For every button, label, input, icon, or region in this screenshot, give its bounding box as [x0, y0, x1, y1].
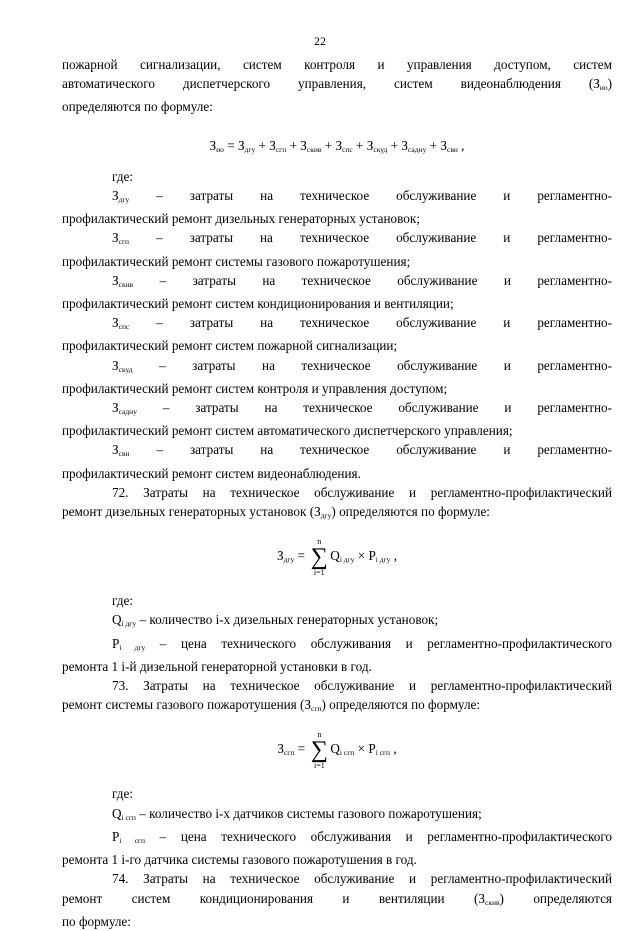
definition-line: $З_{свн}$ – затраты на техническое обслуживание и регламентно- — [112, 442, 613, 459]
item-73-where: где: — [112, 786, 133, 802]
item-72-def-p: $P_{i дгу}$ – цена технического обслуживания и регламентно-профилактического — [112, 635, 612, 652]
definition-line: $З_{спс}$ – затраты на техническое обслуживание и регламентно- — [112, 315, 613, 332]
definition-line: профилактический ремонт систем пожарной сигнализации; — [62, 338, 398, 354]
item-74-line-3: по формуле: — [62, 913, 131, 929]
item-72-def-q: $Q_{i дгу}$ – количество i-х дизельных генераторных установок; — [112, 612, 439, 629]
definition-line: $З_{скив}$ – затраты на техническое обслуживание и регламентно- — [112, 272, 613, 289]
sum-sigma-icon: n ∑ i=1 — [310, 730, 328, 771]
definition-list — [62, 186, 612, 483]
definition-line: профилактический ремонт дизельных генераторных установок; — [62, 211, 420, 227]
item-73-def-q: $Q_{i сгп}$ – количество i-х датчиков системы газового пожаротушения; — [112, 805, 482, 822]
page-number: 22 — [314, 34, 326, 48]
definition-line: $З_{садну}$ – затраты на техническое обслуживание и регламентно- — [112, 400, 613, 417]
item-73-line-1: 73. Затраты на техническое обслуживание и регламентно-профилактический — [112, 678, 612, 694]
page-content — [62, 55, 612, 931]
definition-line: профилактический ремонт систем кондиционирования и вентиляции; — [62, 296, 454, 312]
item-73-line-2: ремонт системы газового пожаротушения $(З_{сгп})$ определяются по формуле: — [62, 697, 481, 714]
sum-sigma-icon: n ∑ i=1 — [310, 537, 328, 578]
item-72-where: где: — [112, 593, 133, 609]
item-72-def-p-line-2: ремонта 1 i-й дизельной генераторной установки в год. — [62, 658, 372, 674]
definition-line: $З_{сгп}$ – затраты на техническое обслуживание и регламентно- — [112, 230, 612, 247]
definition-line: профилактический ремонт системы газового пожаротушения; — [62, 253, 411, 269]
item-72-line-1: 72. Затраты на техническое обслуживание и регламентно-профилактический — [112, 484, 612, 500]
item-72-line-2: ремонт дизельных генераторных установок $(З_{дгу})$ определяются по формуле: — [62, 504, 490, 521]
item-74-line-2: ремонт систем кондиционирования и вентиляции $(З_{скив})$ определяются — [62, 890, 612, 907]
item-73-formula: $З_{сгп}$ = n ∑ i=1 $Q_{i сгп} \times P_{i сгп}$ , — [277, 730, 397, 771]
item-72-formula: $З_{дгу}$ = n ∑ i=1 $Q_{i дгу} \times P_{i дгу}$ , — [276, 537, 397, 578]
item-74-line-1: 74. Затраты на техническое обслуживание и регламентно-профилактический — [112, 871, 612, 887]
intro-line-1: пожарной сигнализации, систем контроля и управления доступом, систем — [62, 57, 612, 72]
intro-line-3: определяются по формуле: — [62, 99, 213, 115]
intro-line-2: автоматического диспетчерского управления, систем видеонаблюдения $(З_{ио})$ — [62, 76, 612, 93]
definition-line: профилактический ремонт систем контроля и управления доступом; — [62, 380, 448, 396]
item-73-def-p-line-2: ремонта 1 i-го датчика системы газового пожаротушения в год. — [62, 852, 417, 868]
main-formula: $З_{ио} = З_{дгу} + З_{сгп} + З_{скив} + З_{спс} + З_{скуд} + З_{садну} + З_{свн}$ , — [209, 137, 465, 154]
item-73-def-p: $P_{i сгп}$ – цена технического обслуживания и регламентно-профилактического — [112, 828, 612, 845]
definition-line: $З_{дгу}$ – затраты на техническое обслуживание и регламентно- — [112, 188, 613, 205]
definition-line: $З_{скуд}$ – затраты на техническое обслуживание и регламентно- — [112, 357, 613, 374]
definition-line: профилактический ремонт систем автоматического диспетчерского управления; — [62, 423, 513, 439]
definition-line: профилактический ремонт систем видеонаблюдения. — [62, 465, 361, 481]
where-label: где: — [112, 168, 133, 184]
